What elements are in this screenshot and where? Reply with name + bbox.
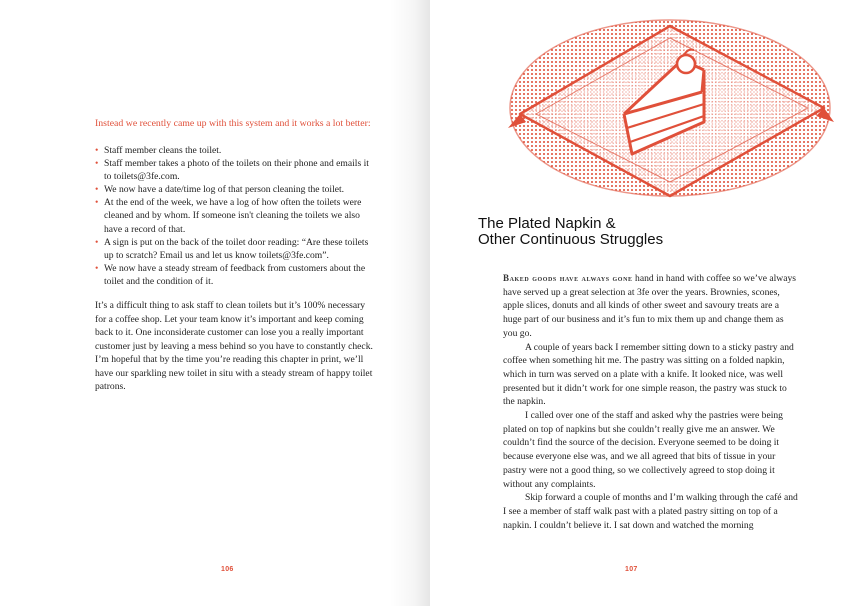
page-number: 107 <box>625 566 638 573</box>
cake-slice-on-plate-icon <box>506 4 834 202</box>
bullet-icon: • <box>95 197 99 209</box>
bullet-icon: • <box>95 145 99 156</box>
right-page <box>430 0 860 606</box>
gutter-shadow <box>390 0 430 606</box>
bullet-icon: • <box>95 184 99 196</box>
chapter-title-line1: The Plated Napkin & <box>478 215 616 232</box>
list-item <box>95 236 377 262</box>
list-item <box>95 144 377 157</box>
page-number: 106 <box>221 566 234 573</box>
bullet-icon: • <box>95 236 99 248</box>
bullet-icon: • <box>95 158 99 170</box>
list-item-text: We now have a date/time log of that person cleaning the toilet. <box>104 184 345 196</box>
intro-text: Instead we recently came up with this system and it works a lot better: <box>95 118 371 129</box>
list-item <box>95 183 377 196</box>
body-paragraph: I called over one of the staff and asked why the pastries were being plated on top of napkins but she couldn’t really give me an answer. We couldn’t find the source of the decision. Everyone seemed to be doing it because everyone else was, and we all agreed that bits of tissue in your pastry were not a good thing, so we collectively agreed to stop doing it without any complaints. <box>503 410 783 490</box>
body-paragraph <box>503 272 799 341</box>
list-item-text: Staff member takes a photo of the toilets on their phone and emails it to toilets@3fe.com. <box>104 158 369 183</box>
list-item <box>95 196 377 235</box>
list-item-text: A sign is put on the back of the toilet door reading: “Are these toilets up to scratch? Email us and let us know toilets@3fe.com”. <box>104 236 369 261</box>
list-item <box>95 157 377 183</box>
bullet-icon: • <box>95 262 99 274</box>
list-item-text: We now have a steady stream of feedback from customers about the toilet and the condition of it. <box>104 262 366 287</box>
bullet-list <box>95 144 377 288</box>
body-paragraph: Skip forward a couple of months and I’m walking through the café and I see a member of staff walk past with a plated pastry sitting on top of a napkin. I couldn’t believe it. I sat down and watched the morning <box>503 492 798 531</box>
lead-in-text: Baked goods have always gone <box>503 273 633 283</box>
body-paragraph: A couple of years back I remember sitting down to a sticky pastry and coffee when something hit me. The pastry was sitting on a folded napkin, which in turn was served on a plate with a knife. It looked nice, was well presented but it didn’t work for one simple reason, the pastry was stuck to the napkin. <box>503 341 794 408</box>
paragraph-text: hand in hand with coffee so we’ve always have served up a great selection at 3fe over the years. Brownies, scones, apple slices, donuts and all kinds of other sweet and savoury treats are a huge part of our business and it’s fun to mix them up and change them as you go. <box>503 273 797 339</box>
body-paragraph: It’s a difficult thing to ask staff to clean toilets but it’s 100% necessary for a coffee shop. Let your team know it’s important and keep coming back to it. One inconsiderate customer can lose you a really important customer just by leaving a mess behind so you have to constantly check. I’m hopeful that by the time you’re reading this chapter in print, we’ll have our sparkling new toilet in situ with a steady stream of happy toilet patrons. <box>95 300 373 392</box>
chapter-title-line2: Other Continuous Struggles <box>478 231 664 248</box>
chapter-title <box>478 216 808 248</box>
chapter-body <box>503 272 799 532</box>
list-item-text: Staff member cleans the toilet. <box>104 145 222 156</box>
list-item-text: At the end of the week, we have a log of how often the toilets were cleaned and by whom. If someone isn't cleaning the toilets we also have a record of that. <box>104 197 362 235</box>
list-item <box>95 262 377 288</box>
